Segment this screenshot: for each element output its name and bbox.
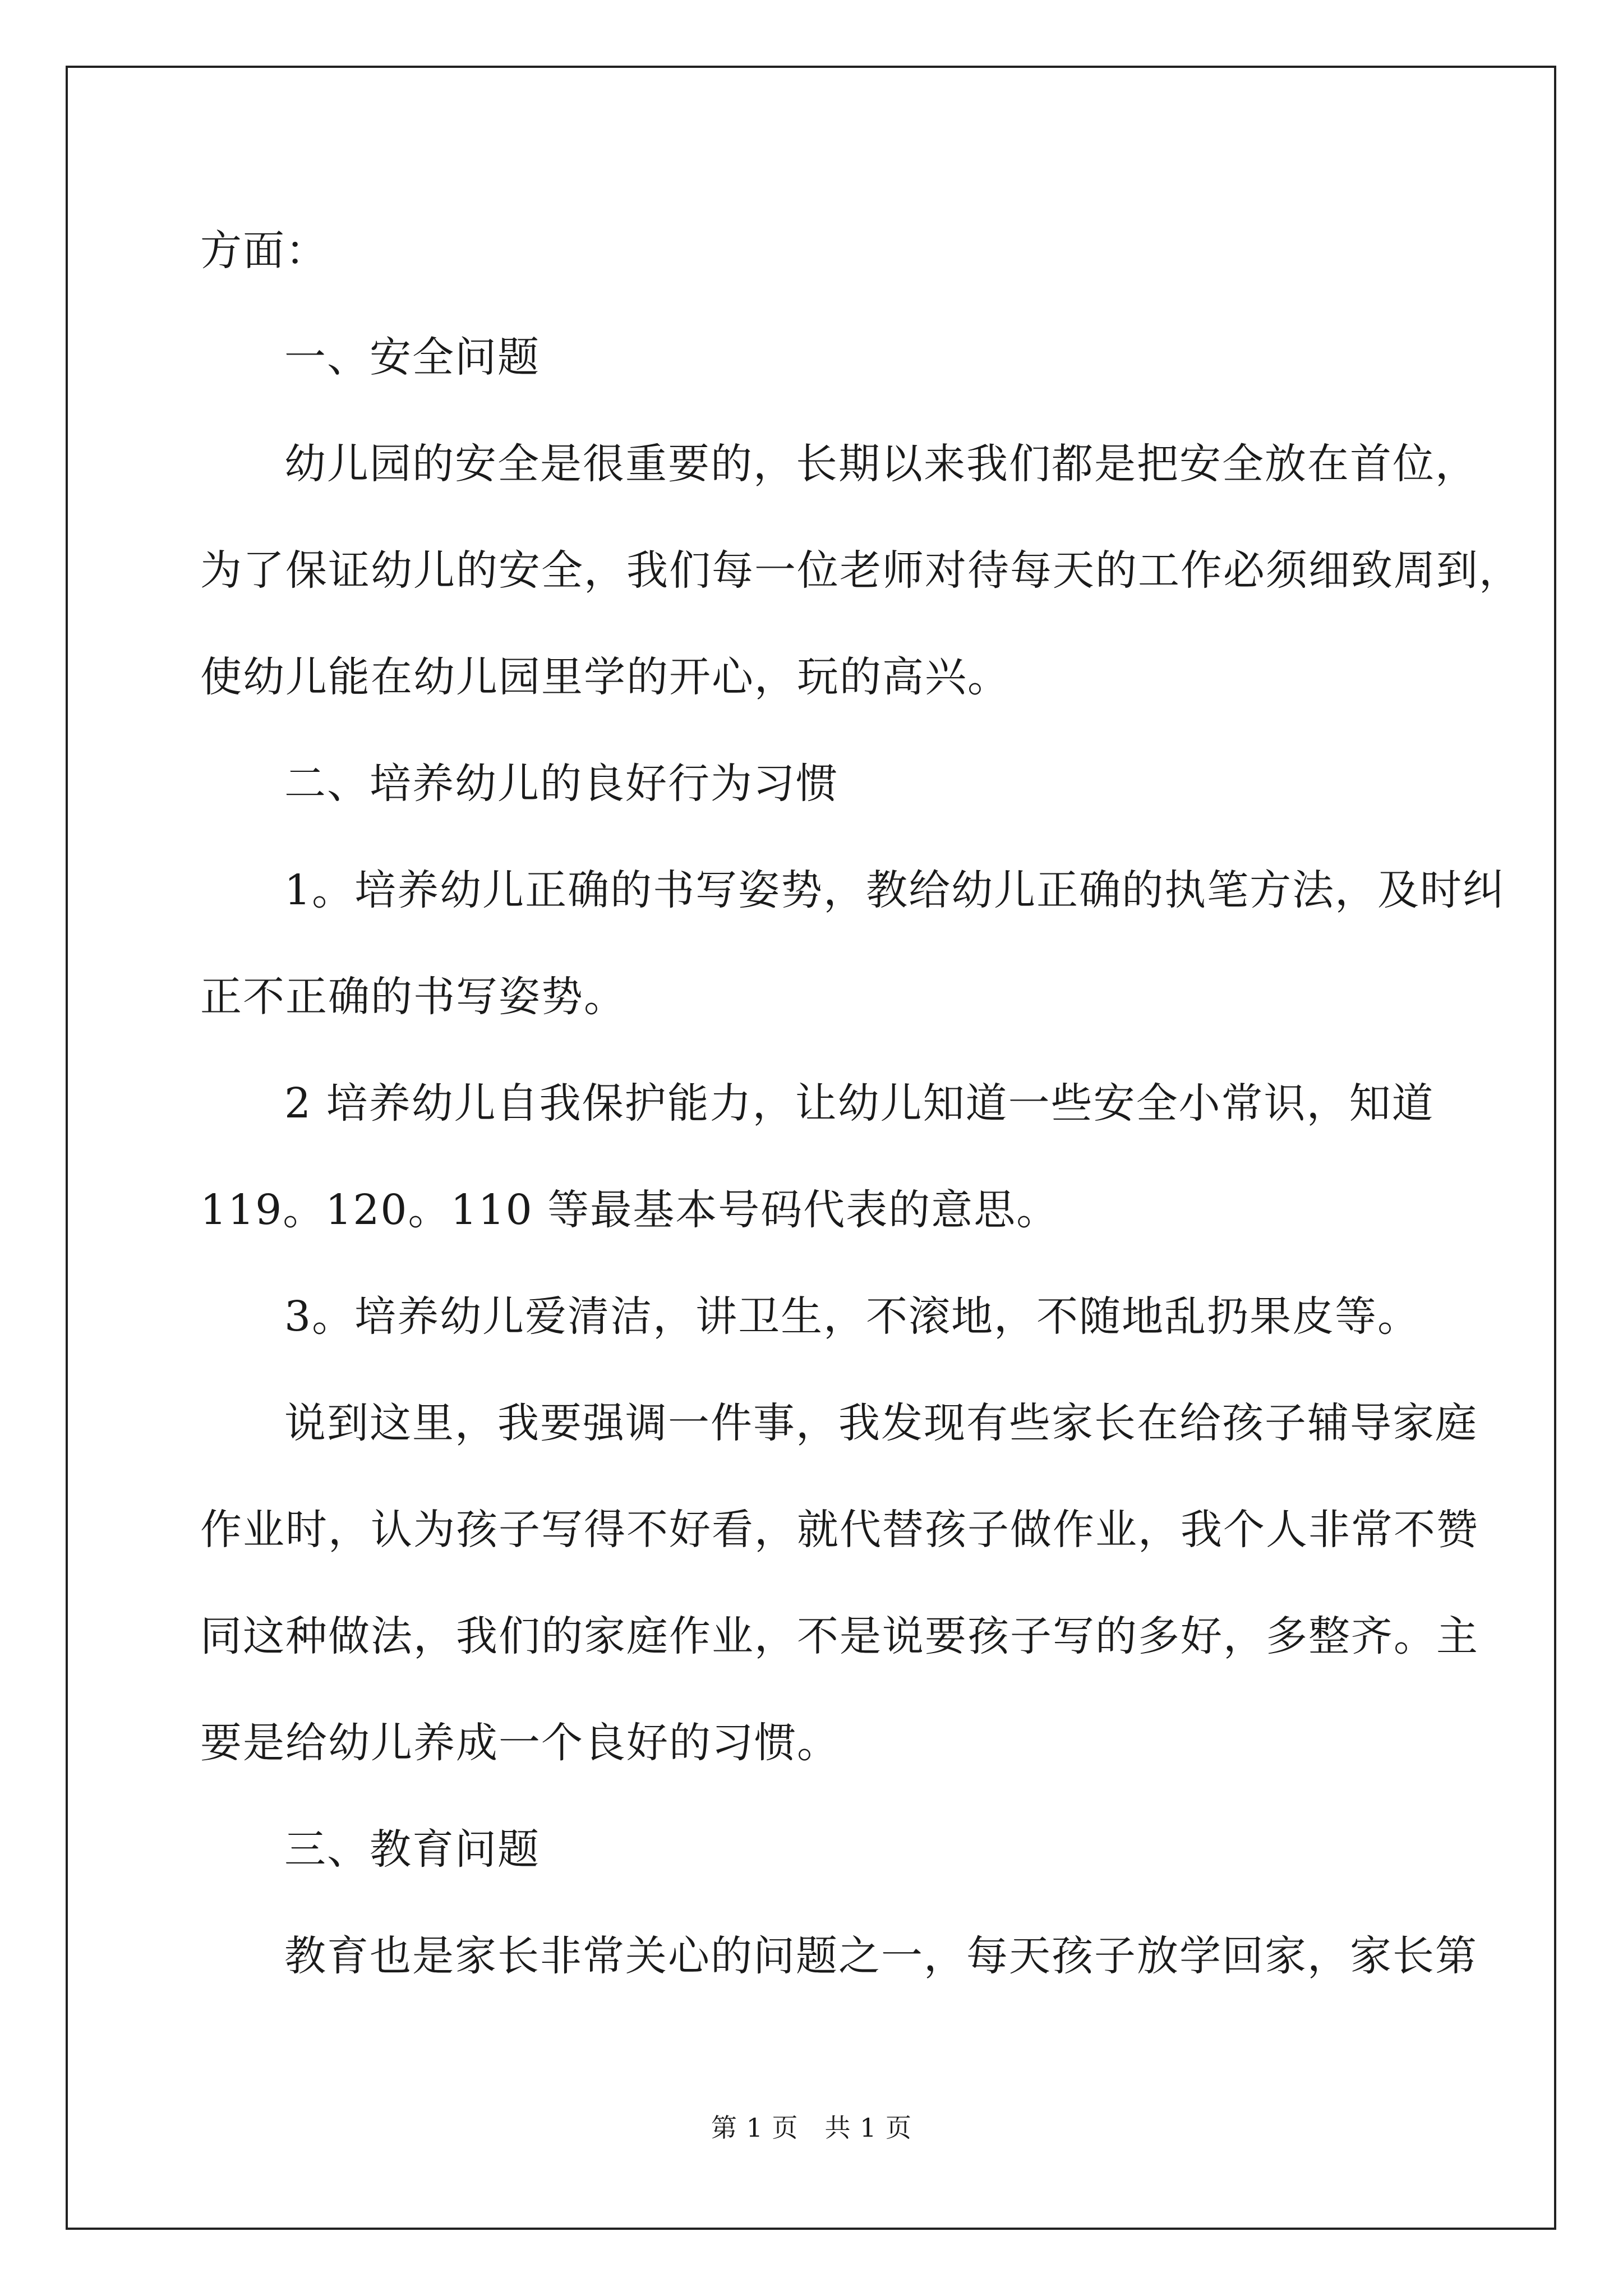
text-line: 说到这里，我要强调一件事，我发现有些家长在给孩子辅导家庭 — [284, 1399, 1478, 1447]
page-border — [66, 66, 1556, 2230]
text-line: 作业时，认为孩子写得不好看，就代替孩子做作业，我个人非常不赞 — [200, 1506, 1479, 1554]
text-line: 为了保证幼儿的安全，我们每一位老师对待每天的工作必须细致周到， — [200, 546, 1521, 595]
text-line: 使幼儿能在幼儿园里学的开心，玩的高兴。 — [200, 653, 1010, 701]
text-line: 3。培养幼儿爱清洁，讲卫生，不滚地，不随地乱扔果皮等。 — [284, 1292, 1421, 1341]
text-line: 幼儿园的安全是很重要的，长期以来我们都是把安全放在首位， — [284, 440, 1478, 488]
section-heading-safety: 一、安全问题 — [284, 333, 540, 381]
text-line: 119。120。110 等最基本号码代表的意思。 — [200, 1186, 1059, 1234]
section-heading-habits: 二、培养幼儿的良好行为习惯 — [284, 760, 838, 808]
text-line: 2 培养幼儿自我保护能力，让幼儿知道一些安全小常识，知道 — [284, 1079, 1435, 1128]
page-footer: 第 1 页 共 1 页 — [711, 2113, 912, 2143]
text-line: 方面： — [200, 227, 328, 275]
text-line: 同这种做法，我们的家庭作业，不是说要孩子写的多好，多整齐。主 — [200, 1612, 1479, 1660]
text-line: 教育也是家长非常关心的问题之一，每天孩子放学回家，家长第 — [284, 1932, 1478, 1980]
section-heading-education: 三、教育问题 — [284, 1825, 540, 1874]
text-line: 1。培养幼儿正确的书写姿势，教给幼儿正确的执笔方法，及时纠 — [284, 866, 1506, 914]
text-line: 正不正确的书写姿势。 — [200, 973, 626, 1021]
text-line: 要是给幼儿养成一个良好的习惯。 — [200, 1719, 840, 1767]
